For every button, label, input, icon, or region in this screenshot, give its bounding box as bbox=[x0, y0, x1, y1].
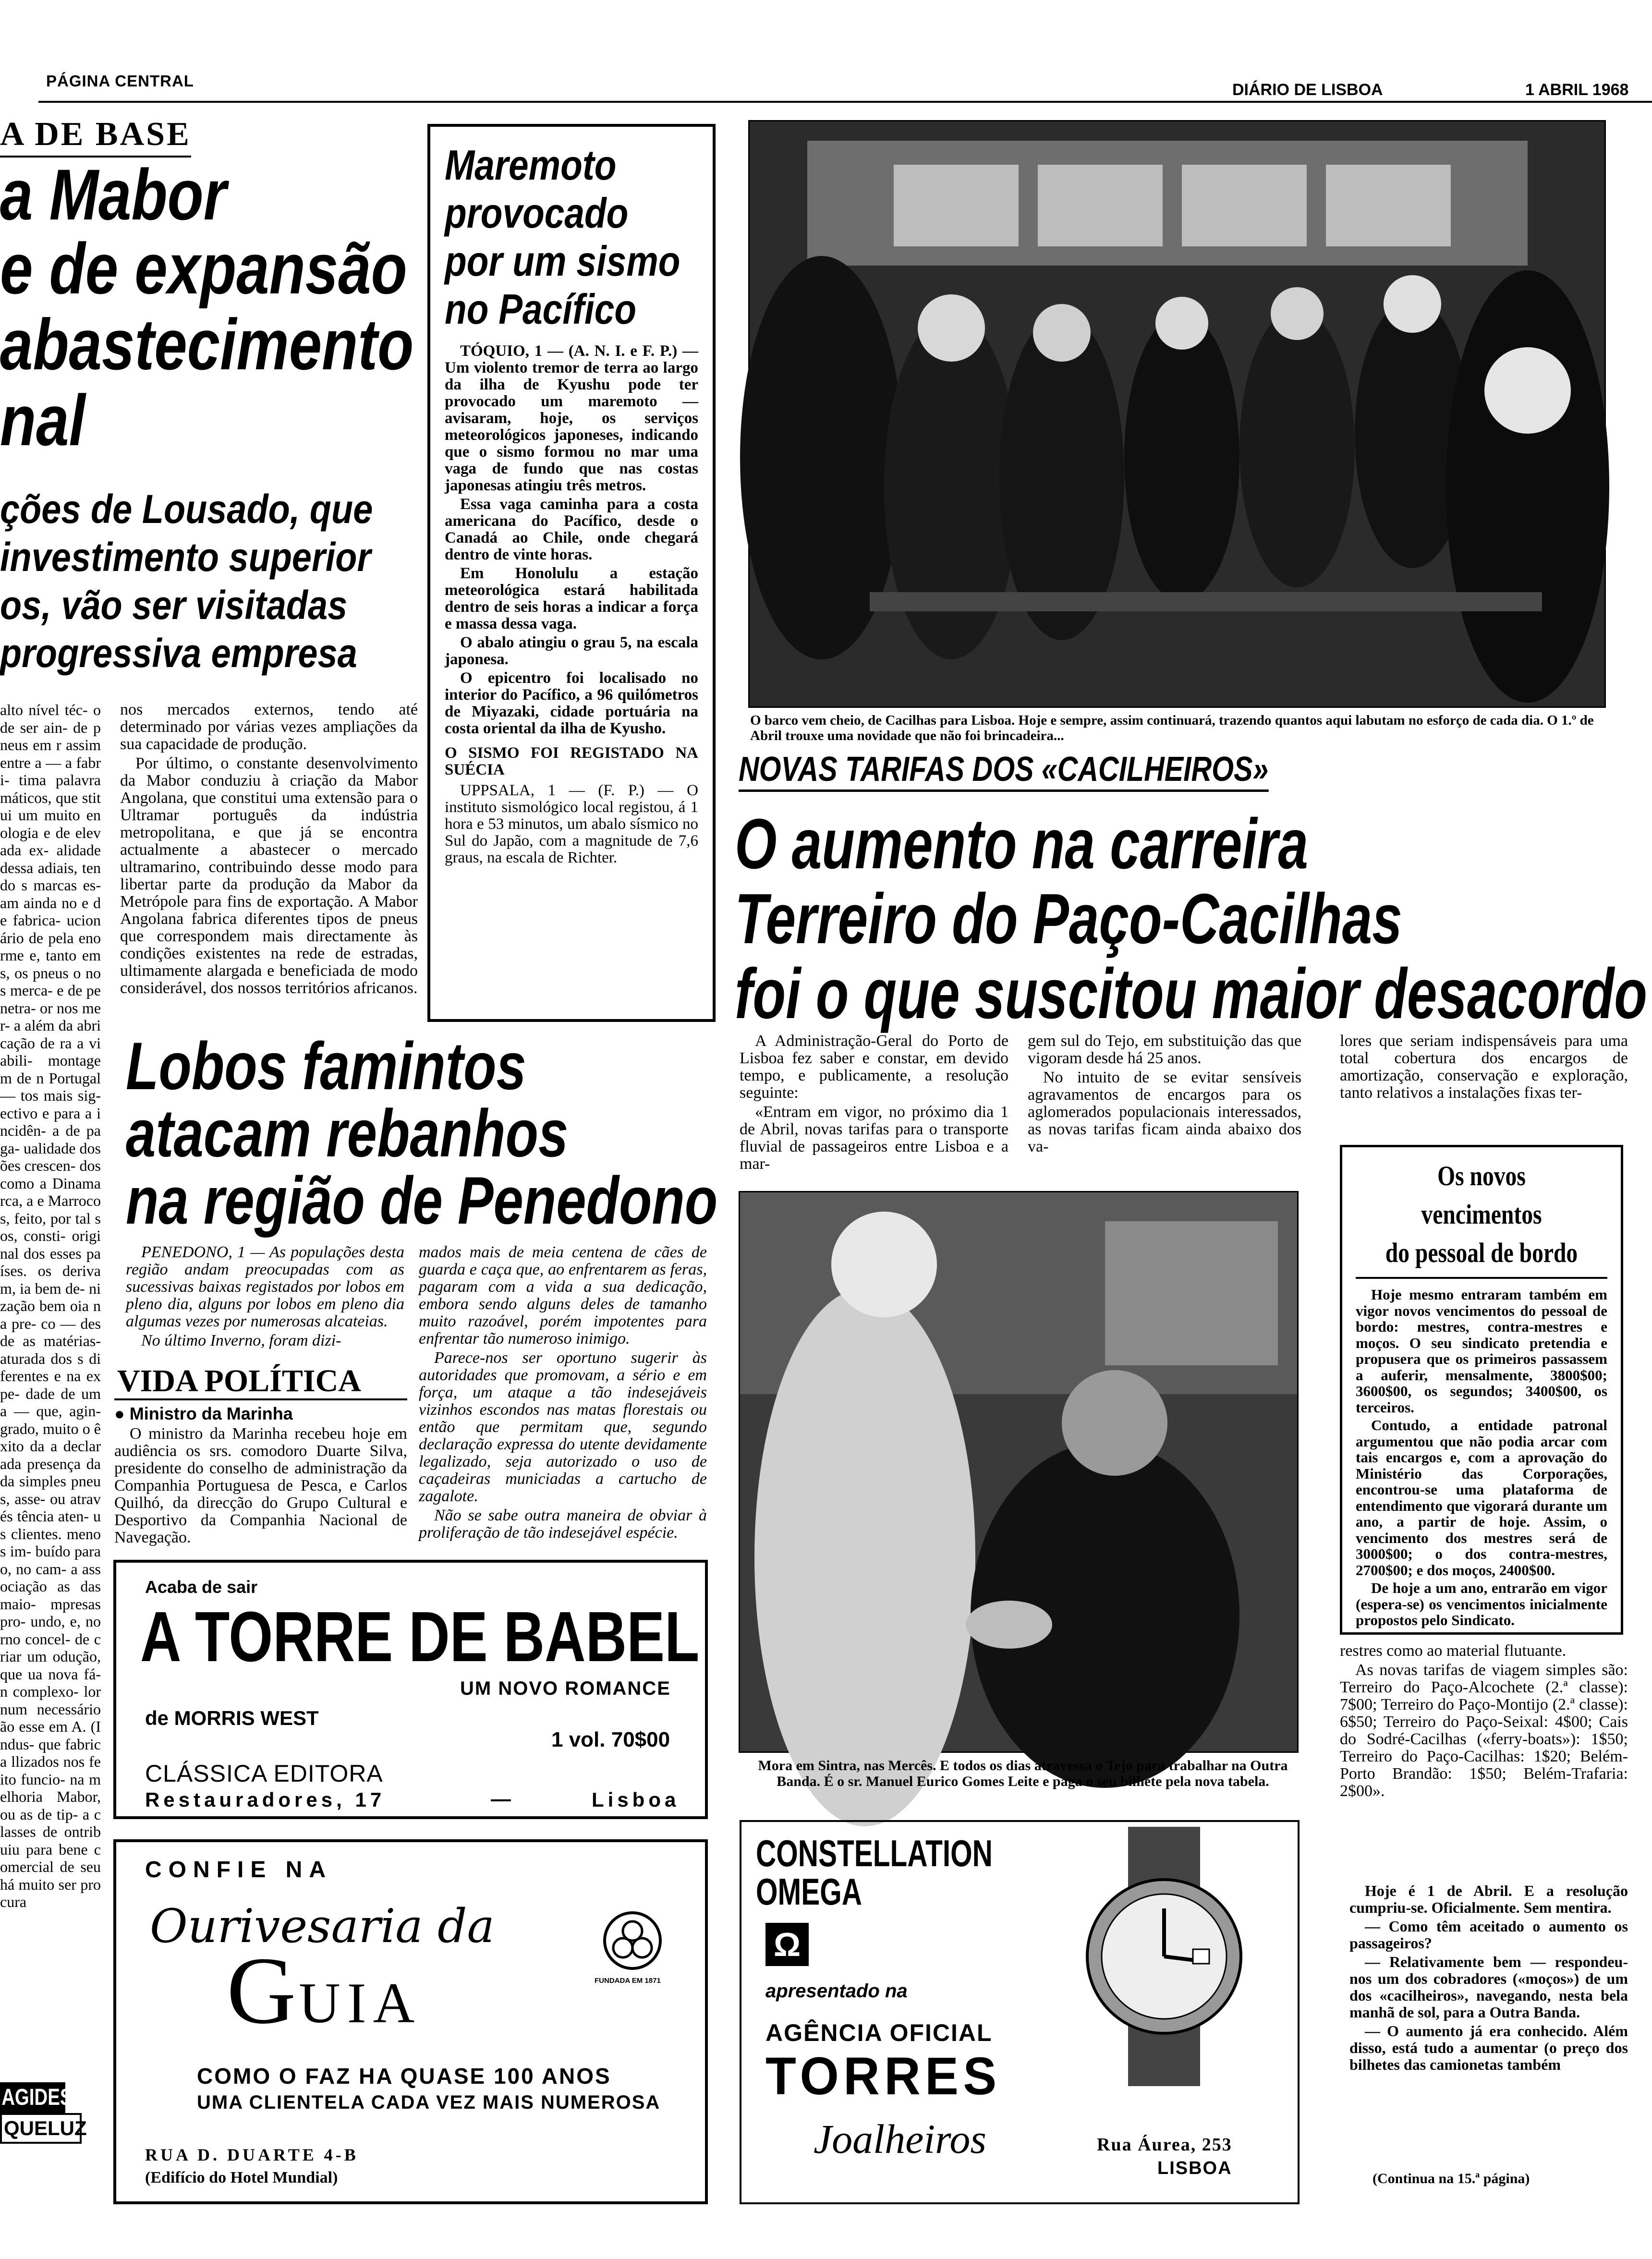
cacilhas-column-2 bbox=[1028, 1032, 1301, 1177]
mabor-deck-line: investimento superior bbox=[0, 534, 371, 580]
paragraph: gem sul do Tejo, em substituição das que vigoram desde há 25 anos. bbox=[1028, 1032, 1301, 1067]
babel-price: 1 vol. 70$00 bbox=[551, 1728, 670, 1751]
cacilhas-headline-line: Terreiro do Paço-Cacilhas bbox=[735, 879, 1402, 959]
paragraph: Não se sabe outra maneira de obviar à proliferação de tão indesejável espécie. bbox=[419, 1506, 707, 1542]
paragraph: nos mercados externos, tendo até determinado por várias vezes ampliações da sua capacidade de produção. bbox=[120, 701, 418, 753]
photo1-caption: O barco vem cheio, de Cacilhas para Lisboa. Hoje e sempre, assim continuará, trazendo quantos aqui labutam no esforço de cada dia. O 1.º de Abril trouxe uma novidade que não foi brincadeira... bbox=[750, 713, 1594, 743]
paragraph: Parece-nos ser oportuno sugerir às autoridades que promovam, a sério e em força, um ataque a tão indesejáveis vizinhos escondos nas matas florestais ou então que permitam que, segundo declaração expressa do utente devidamente legalizado, seja autorizado o uso de caçadeiras municiadas a cartucho de zagalote. bbox=[419, 1349, 707, 1505]
mabor-deck bbox=[0, 485, 423, 687]
babel-author: de MORRIS WEST bbox=[145, 1707, 319, 1729]
paragraph: UPPSALA, 1 — (F. P.) — O instituto sismológico local registou, á 1 hora e 53 minutos, um abalo sísmico no Sul do Japão, com a magnitude de 7,6 graus, na escala de Richter. bbox=[445, 782, 698, 866]
vencimentos-box bbox=[1340, 1145, 1623, 1635]
maremoto-headline-line: no Pacífico bbox=[445, 285, 637, 333]
omega-ad bbox=[740, 1820, 1300, 2204]
maremoto-body bbox=[445, 343, 698, 866]
vida-text: O ministro da Marinha recebeu hoje em audiência os srs. comodoro Duarte Silva, presidente do conselho de administração da Companhia Portuguesa de Pesca, e Carlos Quilhó, da direcção do Grupo Cultural e Desportivo da Companhia Nacional de Navegação. bbox=[114, 1425, 407, 1546]
maremoto-headline-line: provocado bbox=[445, 189, 629, 237]
guia-emblem-icon bbox=[601, 1909, 664, 1972]
cacilhas-column-1 bbox=[740, 1032, 1008, 1177]
bullet-icon: ● bbox=[114, 1404, 130, 1423]
vencimentos-title-line: do pessoal de bordo bbox=[1385, 1237, 1578, 1268]
paragraph: Hoje mesmo entraram também em vigor novos vencimentos do pessoal de bordo: mestres, contra-mestres e moços. O seu sindicato pretendia e propusera que os primeiros passassem a auferir, mensalmente, 3800$00; 3600$00, os segundos; 3400$00, os terceiros. bbox=[1356, 1286, 1607, 1416]
mabor-column-1: alto nível téc- o de ser ain- de pneus em r assim entre a — a fabri- tima palavra máticos, que stitui um muito enologia e de elevada ex- alidade dessa adiais, tendo s marcas es- am ainda no e de fabrica- ucionário de pela enorme e, tanto em s, os pneus o nos merca- e de penetra- or nos mer- a além da abricação de ra a viabili- montagem de n Portugal — tos mais sig- ectivo e para a incidên- a de paga- ualidade dos ões crescen- dos como a Dinamarca, a e Marrocos, feito, por tal sos, consti- original dos esses países. os derivam, ia bem de- nização bem oia na pre- co — desde as matérias- aturada dos s diferentes e na expe- dade de uma — que, agin- grado, muito o êxito da a declarada presença da da simples pneus, asse- ou através tência aten- us clientes. menos im- buído para o, no cam- a associação as das maio- mpresas pro- undo, e, no rno concel- de criar um odução, que ua nova fá- n complexo- lor num necessário ão esse em A. (Indus- que fabrica llizados nos feito funcio- na melhoria Mabor, ou as de tip- a classes de ontribuiu para bene comercial de seu há muito ser procura bbox=[0, 701, 101, 1910]
paragraph: A Administração-Geral do Porto de Lisboa fez saber e constar, em devido tempo, e publicamente, a resolução seguinte: bbox=[740, 1032, 1008, 1102]
lobos-headline-line: Lobos famintos bbox=[126, 1028, 526, 1104]
continua-note: (Continua na 15.ª página) bbox=[1373, 2171, 1530, 2186]
paragraph: No intuito de se evitar sensíveis agravamentos de encargos para os aglomerados populacionais interessados, as novas tarifas ficam ainda abaixo dos va- bbox=[1028, 1069, 1301, 1155]
guia-script: Ourivesaria da bbox=[150, 1899, 495, 1953]
mabor-deck-line: progressiva empresa bbox=[0, 631, 357, 676]
cacilhas-headline-line: foi o que suscitou maior desacordo bbox=[735, 954, 1647, 1033]
paragraph: mados mais de meia centena de cães de guarda e caça que, ao enfrentarem as feras, pagaram com a vida a sua dedicação, embora sendo alguns deles de tamanho muito razoável, porém impotentes para enfrentar tão numeroso inimigo. bbox=[419, 1243, 707, 1348]
paragraph: restres como ao material flutuante. bbox=[1340, 1642, 1567, 1660]
mabor-headline-line: e de expansão bbox=[0, 228, 407, 309]
maremoto-box bbox=[427, 124, 716, 1022]
omega-line2: OMEGA bbox=[756, 1870, 862, 1913]
guia-address-2: (Edifício do Hotel Mundial) bbox=[145, 2169, 338, 2186]
babel-title: A TORRE DE BABEL bbox=[140, 1597, 700, 1676]
mabor-headline-line: nal bbox=[0, 380, 85, 461]
guia-address-1: RUA D. DUARTE 4-B bbox=[145, 2145, 359, 2164]
header-rule bbox=[38, 101, 1652, 103]
mabor-headline bbox=[0, 154, 432, 475]
omega-line1: CONSTELLATION bbox=[756, 1832, 993, 1874]
paragraph: — Como têm aceitado o aumento os passageiros? bbox=[1349, 1918, 1628, 1952]
cacilhas-column-3c bbox=[1349, 1882, 1628, 2166]
guia-founded: FUNDADA EM 1871 bbox=[595, 1977, 661, 1985]
cacilhas-headline bbox=[735, 804, 1647, 1037]
edge-ad-line-2: QUELUZ bbox=[0, 2113, 82, 2144]
cacilhas-headline-line: O aumento na carreira bbox=[735, 804, 1309, 884]
lobos-headline bbox=[126, 1028, 721, 1239]
omega-logo-icon: Ω bbox=[765, 1923, 809, 1966]
paragraph: No último Inverno, foram dizi- bbox=[141, 1332, 341, 1349]
paragraph: TÓQUIO, 1 — (A. N. I. e F. P.) — Um violento tremor de terra ao largo da ilha de Kyushu pode ter provocado um maremoto — avisaram, hoje, os serviços meteorológicos japoneses, indicando que o sismo formou no mar uma vaga de fundo que nas costas japonesas atingiu três metros. bbox=[445, 342, 698, 494]
vencimentos-title-line: Os novos vencimentos bbox=[1421, 1160, 1542, 1230]
vida-title: VIDA POLÍTICA bbox=[114, 1364, 407, 1400]
vida-politica bbox=[114, 1364, 407, 1546]
maremoto-headline-line: Maremoto bbox=[445, 141, 617, 189]
paragraph: O abalo atingiu o grau 5, na escala japonesa. bbox=[445, 634, 698, 668]
ferry-passengers-photo bbox=[748, 120, 1606, 708]
babel-publisher: CLÁSSICA EDITORA bbox=[145, 1760, 383, 1787]
paragraph: Por último, o constante desenvolvimento da Mabor conduziu à criação da Mabor Angolana, que constitui uma extensão para o Ultramar português da indústria metropolitana, e que já se encontra actualmente a abastecer o mercado ultramarino, contribuindo desse modo para libertar parte da produção da Mabor da Metrópole para fins de exportação. A Mabor Angolana fabrica diferentes tipos de pneus que correspondem mais directamente às condições existentes na rede de estradas, ultimamente alargada e beneficiada de modo considerável, dos nossos territórios africanos. bbox=[120, 754, 418, 997]
passenger-portrait-photo bbox=[739, 1191, 1299, 1753]
babel-ad bbox=[113, 1560, 708, 1819]
paragraph: — O aumento já era conhecido. Além disso, está tudo a aumentar (o preço dos bilhetes das camionetas também bbox=[1349, 2022, 1628, 2073]
lobos-headline-line: atacam rebanhos bbox=[126, 1095, 569, 1171]
babel-subtitle: UM NOVO ROMANCE bbox=[460, 1678, 671, 1699]
mabor-headline-line: a Mabor bbox=[0, 154, 227, 235]
cacilhas-column-3b bbox=[1340, 1642, 1628, 1873]
vida-subtitle bbox=[114, 1402, 407, 1425]
maremoto-headline-line: por um sismo bbox=[445, 237, 680, 285]
paragraph: De hoje a um ano, entrarão em vigor (espera-se) os vencimentos inicialmente propostos pelo Sindicato. bbox=[1356, 1579, 1607, 1628]
guia-tagline-1: COMO O FAZ HA QUASE 100 ANOS bbox=[197, 2064, 611, 2089]
cacilhas-column-3 bbox=[1340, 1032, 1628, 1129]
paragraph: PENEDONO, 1 — As populações desta região andam preocupadas com as sucessivas baixas registados por lobos em pleno dia, alguns por lobos em pleno dia algumas vezes por numerosas alcateias. bbox=[126, 1243, 404, 1330]
lobos-headline-line: na região de Penedono bbox=[126, 1163, 718, 1238]
omega-line3: apresentado na bbox=[765, 1980, 908, 2002]
paragraph: — Relativamente bem — respondeu-nos um dos cobradores («moços») de um dos «cacilheiros», navegando, nesta bela manhã de sol, para a Outra Banda. bbox=[1349, 1953, 1628, 2021]
vida-subtitle-text: Ministro da Marinha bbox=[129, 1404, 293, 1423]
vencimentos-title bbox=[1356, 1157, 1607, 1279]
paragraph: «Entram em vigor, no próximo dia 1 de Abril, novas tarifas para o transporte fluvial de passageiros entre Lisboa e a mar- bbox=[740, 1103, 1008, 1173]
babel-address: Restauradores, 17 bbox=[145, 1788, 386, 1811]
paragraph: Hoje é 1 de Abril. E a resolução cumpriu-se. Oficialmente. Sem mentira. bbox=[1349, 1882, 1628, 1916]
passenger-portrait-image bbox=[740, 1192, 1297, 1751]
paragraph: O epicentro foi localisado no interior do Pacífico, a 96 quilómetros de Miyazaki, cidade portuária na costa oriental da ilha de Kyusho. bbox=[445, 669, 698, 737]
omega-brand: TORRES bbox=[765, 2047, 1001, 2106]
edge-ad-line-1: AGIDES bbox=[0, 2082, 65, 2113]
ferry-passengers-image bbox=[750, 121, 1604, 706]
guia-main: UIA bbox=[299, 1971, 422, 2035]
guia-top: CONFIE NA bbox=[145, 1857, 332, 1882]
wristwatch-icon bbox=[1078, 1827, 1251, 2086]
omega-line4: AGÊNCIA OFICIAL bbox=[765, 2019, 993, 2046]
paragraph: Em Honolulu a estação meteorológica estará habilitada dentro de seis horas a indicar a força e massa dessa vaga. bbox=[445, 565, 698, 632]
mabor-kicker: A DE BASE bbox=[0, 115, 191, 158]
mabor-headline-line: abastecimento bbox=[0, 304, 414, 385]
omega-address: Rua Áurea, 253 bbox=[1097, 2135, 1232, 2155]
photo2-caption: Mora em Sintra, nas Mercês. E todos os dias atravessa o Tejo para trabalhar na Outra Banda. É o sr. Manuel Eurico Gomes Leite e paga o seu bilhete pela nova tabela. bbox=[758, 1758, 1288, 1789]
mabor-column-2 bbox=[120, 701, 418, 1028]
babel-city: Lisboa bbox=[592, 1788, 680, 1811]
guia-ad bbox=[113, 1839, 708, 2204]
paragraph: lores que seriam indispensáveis para uma total cobertura dos encargos de amortização, conservação e exploração, tanto relativos a instalações fixas ter- bbox=[1340, 1032, 1628, 1102]
guia-tagline-2: UMA CLIENTELA CADA VEZ MAIS NUMEROSA bbox=[197, 2092, 661, 2113]
paragraph: As novas tarifas de viagem simples são: Terreiro do Paço-Alcochete (2.ª classe): 7$00; Terreiro do Paço-Montijo (2.ª classe): 6$50; Terreiro do Paço-Seixal: 4$00; Cais do Sodré-Cacilhas («ferry-boats»): 1$50; Terreiro do Paço-Cacilhas: 1$20; Belém-Porto Brandão: 1$50; Belém-Trafaria: 2$00». bbox=[1340, 1661, 1628, 1800]
guia-initial: G bbox=[227, 1938, 296, 2044]
maremoto-subhead: O SISMO FOI REGISTADO NA SUÉCIA bbox=[445, 744, 698, 778]
omega-script: Joalheiros bbox=[814, 2116, 986, 2162]
mabor-deck-line: ções de Lousado, que bbox=[0, 486, 373, 532]
mabor-deck-line: os, vão ser visitadas bbox=[0, 583, 348, 628]
section-label: PÁGINA CENTRAL bbox=[46, 72, 194, 90]
cacilhas-kicker: NOVAS TARIFAS DOS «CACILHEIROS» bbox=[739, 749, 1268, 792]
issue-date: 1 ABRIL 1968 bbox=[1525, 81, 1629, 99]
edge-ad bbox=[0, 2082, 87, 2145]
lobos-column-2 bbox=[419, 1243, 707, 1542]
omega-city: LISBOA bbox=[1157, 2158, 1232, 2178]
paragraph: Contudo, a entidade patronal argumentou que não podia arcar com tais encargos e, com a aprovação do Ministério das Corporações, encontrou-se uma plataforma de entendimento que vigorará durante um ano, a partir de hoje. Assim, o vencimento dos mestres será de 3000$00; o dos contra-mestres, 2700$00; e dos moços, 2400$00. bbox=[1356, 1417, 1607, 1579]
newspaper-name: DIÁRIO DE LISBOA bbox=[1232, 81, 1383, 99]
paragraph: Essa vaga caminha para a costa americana do Pacífico, desde o Canadá ao Chile, onde chegará dentro de vinte horas. bbox=[445, 496, 698, 563]
lobos-column-1 bbox=[126, 1244, 404, 1354]
babel-dash: — bbox=[491, 1787, 511, 1810]
babel-top: Acaba de sair bbox=[145, 1577, 258, 1597]
vencimentos-body bbox=[1356, 1287, 1607, 1628]
